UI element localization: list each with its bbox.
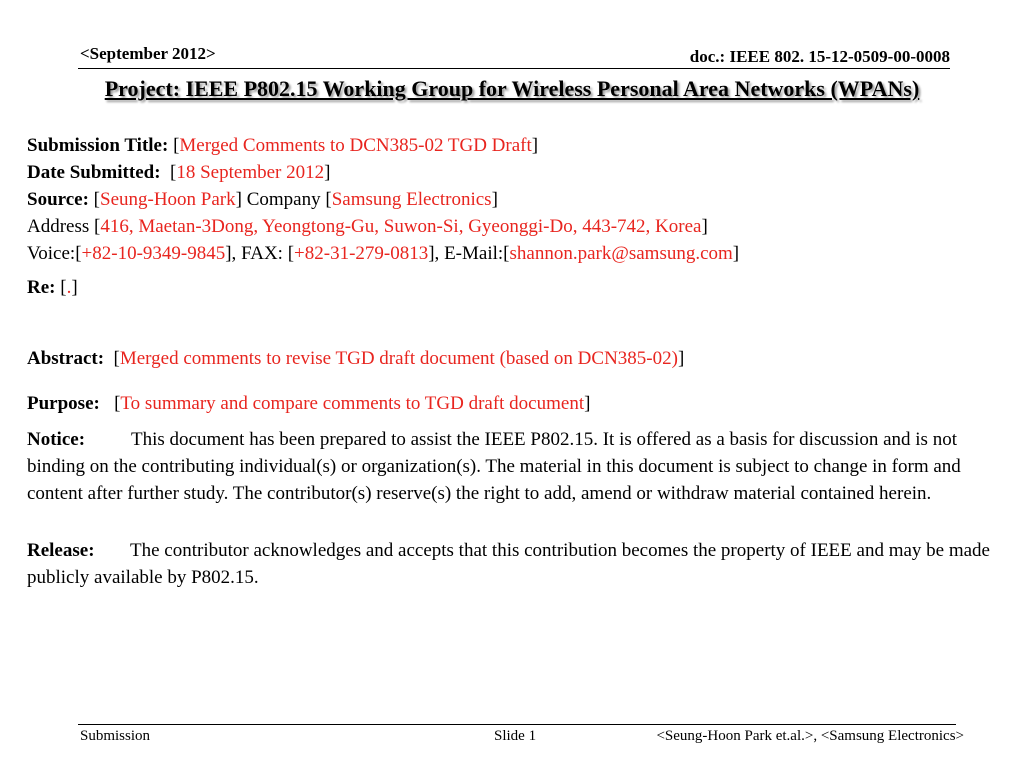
address-line: Address [416, Maetan-3Dong, Yeongtong-Gu, Suwon-Si, Gyeonggi-Do, 443-742, Korea] xyxy=(27,216,708,237)
footer-slide-number: Slide 1 xyxy=(494,728,537,744)
footer-submission: Submission xyxy=(80,728,151,744)
date-submitted-line: Date Submitted: [18 September 2012] xyxy=(27,162,331,183)
re-line: Re: [.] xyxy=(27,277,78,298)
voice-value: +82-10-9349-9845 xyxy=(81,243,226,264)
purpose-line: Purpose: [To summary and compare comments to TGD draft document] xyxy=(27,393,591,414)
release-paragraph xyxy=(27,537,1017,591)
address-label: Address xyxy=(27,216,90,237)
date-submitted-label: Date Submitted: xyxy=(27,162,161,183)
page-title: Project: IEEE P802.15 Working Group for Wireless Personal Area Networks (WPANs) xyxy=(104,76,920,101)
notice-text: This document has been prepared to assist the IEEE P802.15. It is offered as a basis for discussion and is not binding on the contributing individual(s) or organization(s). The material in this document is subject to change in form and content after further study. The contributor(s) reserve(s) the right to add, amend or withdraw material contained herein. xyxy=(27,429,961,504)
voice-label: Voice: xyxy=(27,243,76,264)
purpose-label: Purpose: xyxy=(27,393,100,414)
re-label: Re: xyxy=(27,277,56,298)
source-label: Source: xyxy=(27,189,89,210)
address-value: 416, Maetan-3Dong, Yeongtong-Gu, Suwon-Si, Gyeonggi-Do, 443-742, Korea xyxy=(100,216,702,237)
submission-block xyxy=(27,132,1017,301)
email-value: shannon.park@samsung.com xyxy=(509,243,733,264)
source-line: Source: [Seung-Hoon Park] Company [Samsung Electronics] xyxy=(27,189,498,210)
fax-value: +82-31-279-0813 xyxy=(294,243,429,264)
footer-divider xyxy=(78,724,956,725)
abstract-label: Abstract: xyxy=(27,348,105,369)
submission-title-value: Merged Comments to DCN385-02 TGD Draft xyxy=(179,135,532,156)
email-label: E-Mail: xyxy=(444,243,504,264)
fax-label: FAX: xyxy=(241,243,283,264)
date-submitted-value: 18 September 2012 xyxy=(176,162,325,183)
footer-author: <Seung-Hoon Park et.al.>, <Samsung Electronics> xyxy=(656,728,964,744)
company-label: Company xyxy=(246,189,321,210)
header-doc-id: doc.: IEEE 802. 15-12-0509-00-0008 xyxy=(689,47,950,66)
notice-paragraph xyxy=(27,426,1017,507)
header-date: <September 2012> xyxy=(80,44,216,63)
purpose-value: To summary and compare comments to TGD draft document xyxy=(120,393,585,414)
submission-title-label: Submission Title: xyxy=(27,135,169,156)
abstract-value: Merged comments to revise TGD draft document (based on DCN385-02) xyxy=(119,348,678,369)
company-value: Samsung Electronics xyxy=(331,189,492,210)
source-value: Seung-Hoon Park xyxy=(100,189,236,210)
contact-line: Voice:[+82-10-9349-9845], FAX: [+82-31-279-0813], E-Mail:[shannon.park@samsung.com] xyxy=(27,243,740,264)
release-label: Release: xyxy=(27,540,95,561)
header-divider xyxy=(78,68,950,69)
release-text: The contributor acknowledges and accepts that this contribution becomes the property of IEEE and may be made publicly available by P802.15. xyxy=(27,540,990,588)
re-value: . xyxy=(66,277,72,298)
abstract-line: Abstract: [Merged comments to revise TGD draft document (based on DCN385-02)] xyxy=(27,348,685,369)
notice-label: Notice: xyxy=(27,429,86,450)
submission-title-line: Submission Title: [Merged Comments to DCN385-02 TGD Draft] xyxy=(27,135,539,156)
